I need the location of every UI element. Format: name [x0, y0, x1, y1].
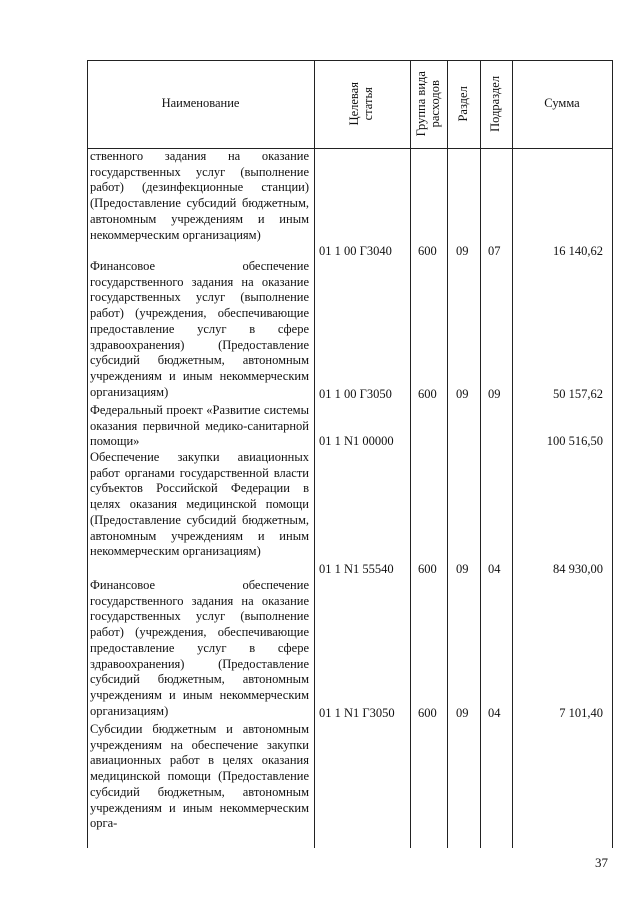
header-sum: Сумма: [544, 96, 580, 111]
budget-table: [87, 60, 613, 848]
row-section: 09: [456, 562, 469, 576]
row-subsection: 09: [488, 387, 501, 401]
row-code: 01 1 N1 55540: [319, 562, 394, 576]
row-name: Финансовое обеспечение государственного задания на оказание государственных услуг (выполнение работ) (учреждения, обеспечивающие предоставление услуг в сфере здравоохранения) (Предоставление субсидий бюджетным, автономным учреждениям и иным некоммерческим организациям): [90, 578, 309, 718]
row-sum: 84 930,00: [553, 562, 603, 576]
row-sum: 7 101,40: [559, 706, 603, 720]
row-name: Обеспечение закупки авиационных работ органами государственной власти субъектов Российской Федерации в целях оказания медицинской помощи (Предоставление субсидий бюджетным, автономным учреждениям и иным некоммерческим организациям): [90, 450, 309, 559]
row-section: 09: [456, 706, 469, 720]
row-group: 600: [418, 244, 437, 258]
row-group: 600: [418, 562, 437, 576]
row-subsection: 07: [488, 244, 501, 258]
row-name: Субсидии бюджетным и автономным учреждениям на обеспечение закупки авиационных работ в целях оказания медицинской помощи (Предоставление субсидий бюджетным, автономным учреждениям и иным некоммерческим орга-: [90, 722, 309, 831]
row-subsection: 04: [488, 562, 501, 576]
row-code: 01 1 00 Г3040: [319, 244, 392, 258]
header-name: Наименование: [161, 96, 240, 111]
row-subsection: 04: [488, 706, 501, 720]
row-section: 09: [456, 244, 469, 258]
page-number: 37: [595, 855, 608, 870]
row-sum: 50 157,62: [553, 387, 603, 401]
row-section: 09: [456, 387, 469, 401]
header-target-article: Целевая статья: [347, 82, 375, 126]
row-code: 01 1 N1 00000: [319, 434, 394, 448]
row-name: Федеральный проект «Развитие системы оказания первичной медико-санитарной помощи»: [90, 403, 309, 449]
row-sum: 16 140,62: [553, 244, 603, 258]
header-expense-group: Группа вида расходов: [413, 71, 442, 137]
row-name: Финансовое обеспечение государственного задания на оказание государственных услуг (выполнение работ) (учреждения, обеспечивающие предоставление услуг в сфере здравоохранения) (Предоставление субсидий бюджетным, автономным учреждениям и иным некоммерческим организациям): [90, 259, 309, 399]
header-section: Раздел: [455, 86, 470, 122]
row-name: ственного задания на оказание государственных услуг (выполнение работ) (дезинфекционные станции) (Предоставление субсидий бюджетным, автономным учреждениям и иным некоммерческим организациям): [90, 149, 309, 242]
row-code: 01 1 N1 Г3050: [319, 706, 395, 720]
row-code: 01 1 00 Г3050: [319, 387, 392, 401]
row-group: 600: [418, 387, 437, 401]
row-group: 600: [418, 706, 437, 720]
header-subsection: Подраздел: [488, 76, 503, 132]
row-sum: 100 516,50: [546, 434, 603, 448]
